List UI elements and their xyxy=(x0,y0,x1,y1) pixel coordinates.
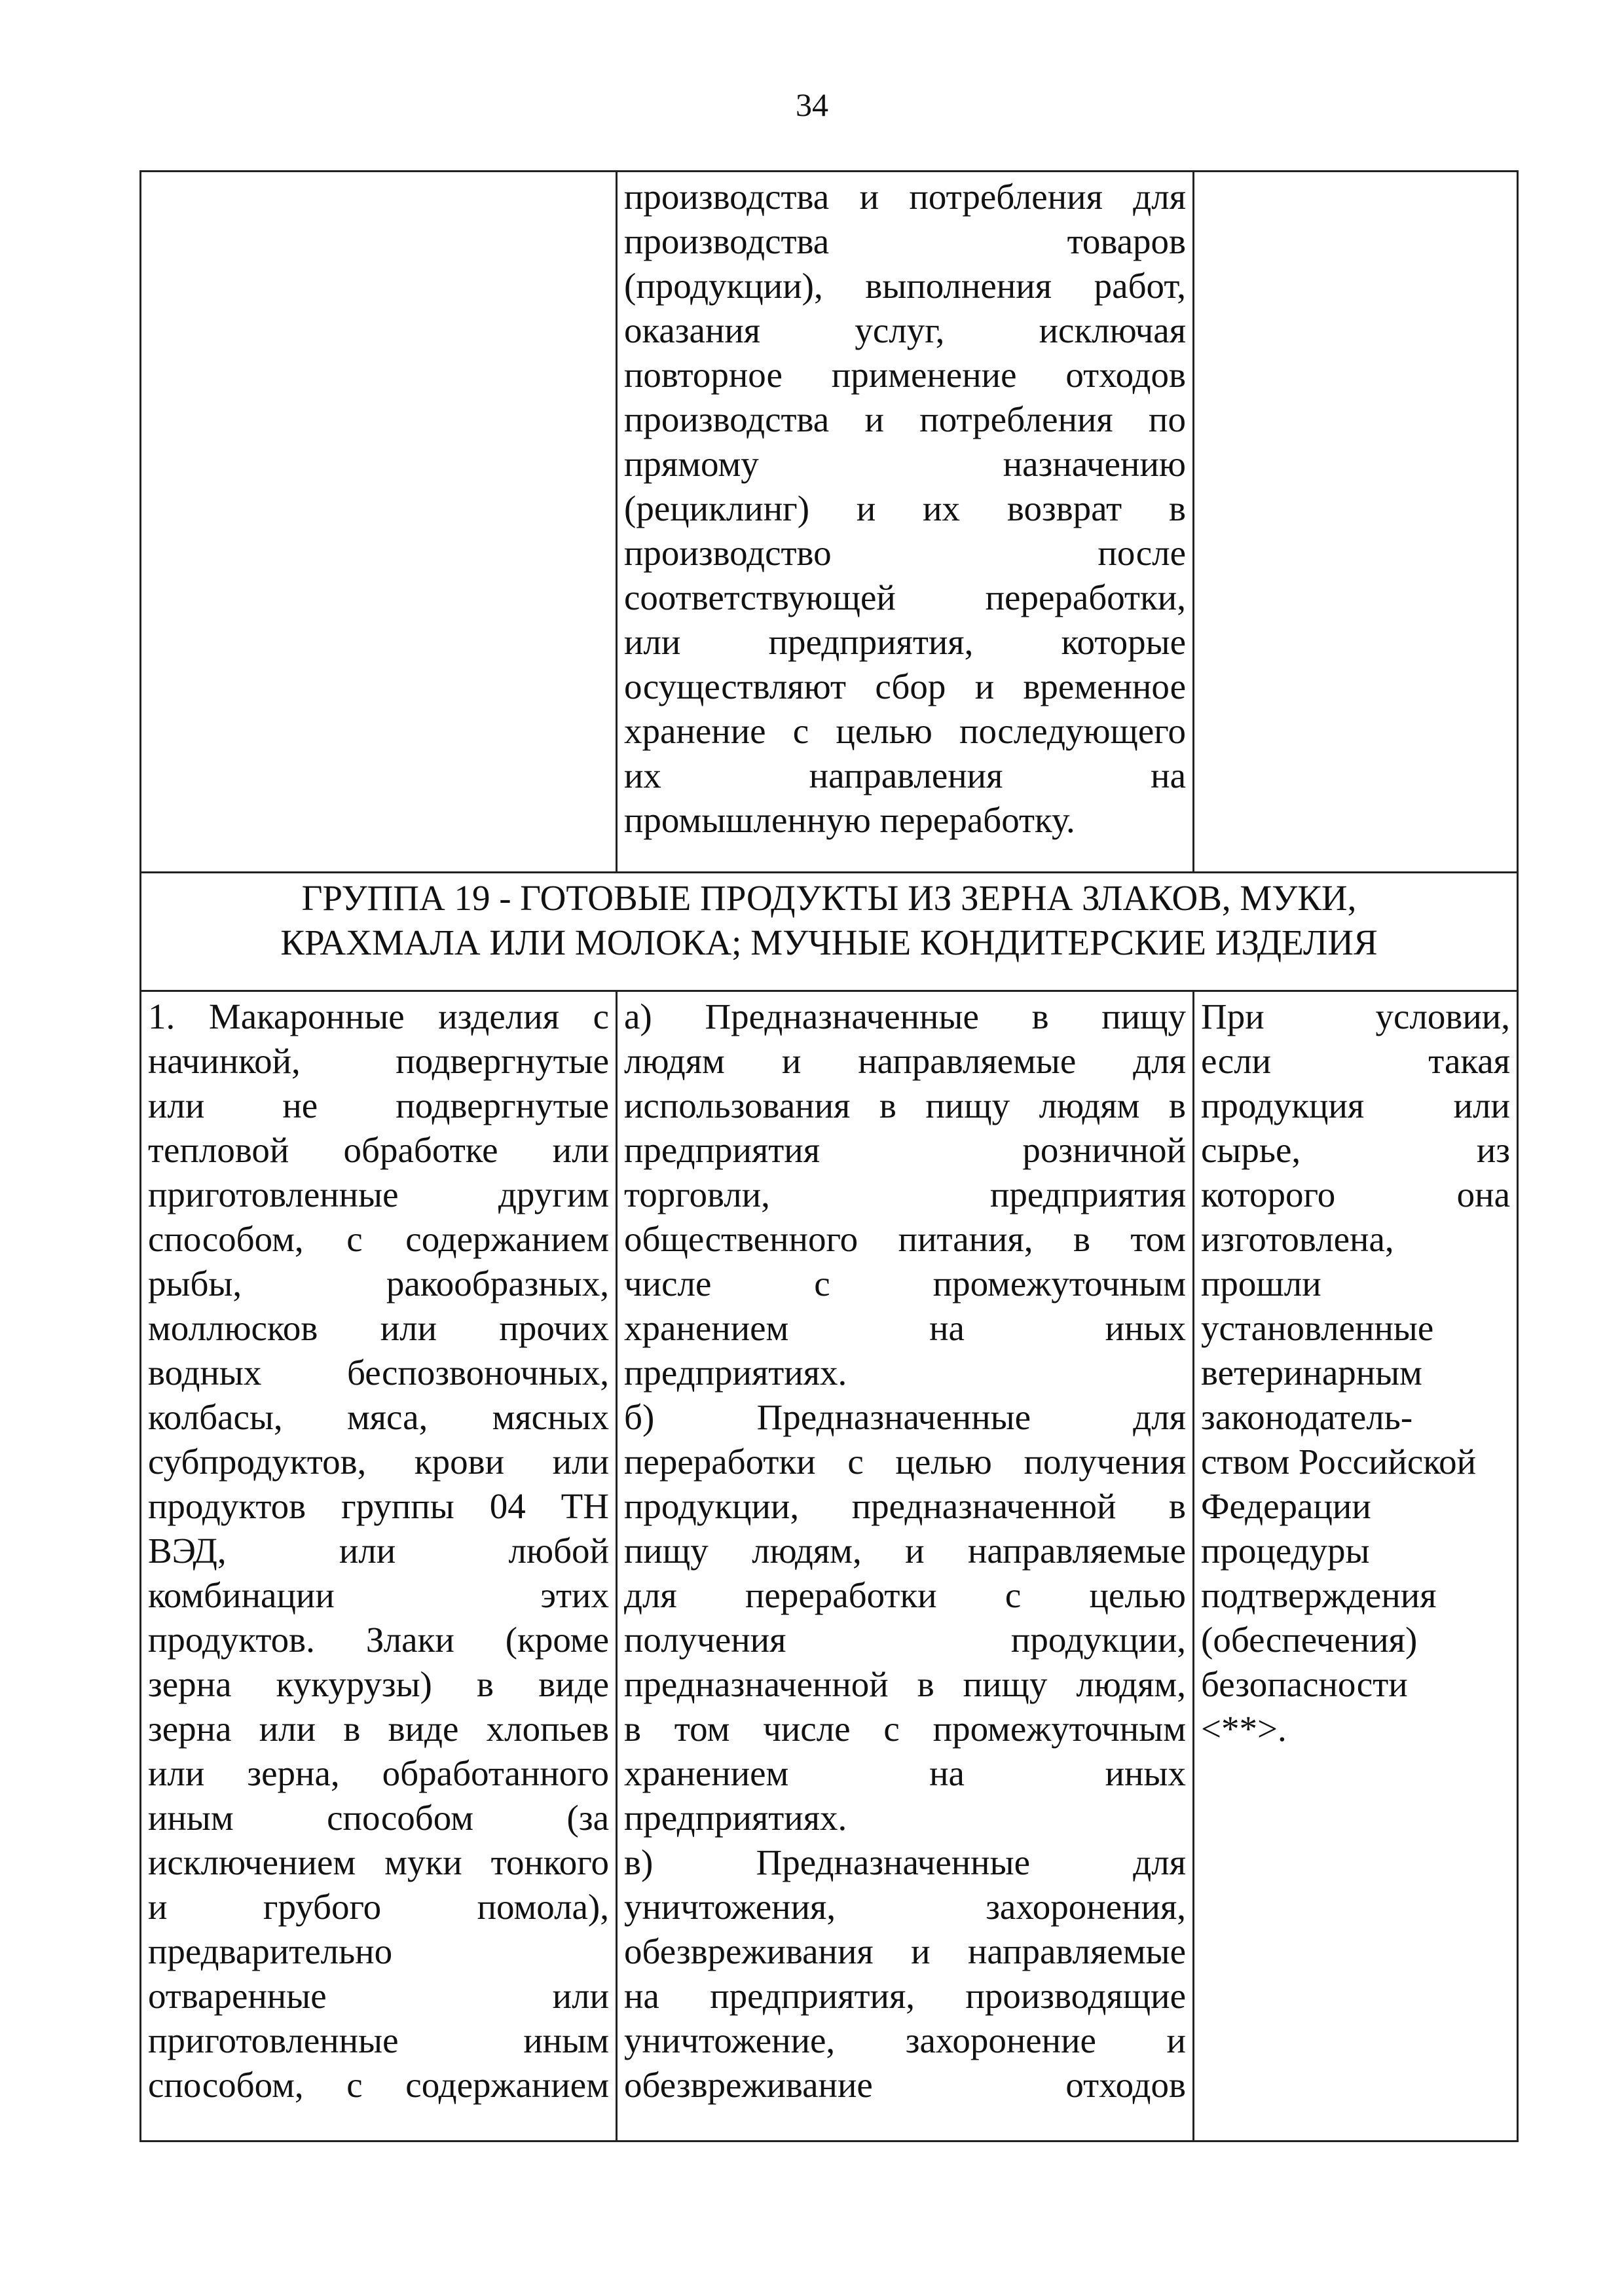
text-line: прямому назначению xyxy=(624,444,1186,484)
text-line: изготовлена, xyxy=(1201,1219,1394,1259)
text-line: торговли, предприятия xyxy=(624,1175,1186,1214)
text-line: пищу людям, и направляемые xyxy=(624,1531,1186,1571)
text-line: а) Предназначенные в пищу xyxy=(624,996,1186,1036)
text-line: способом, с содержанием xyxy=(148,1219,609,1259)
table-row xyxy=(141,991,1518,2141)
text-line: комбинации этих xyxy=(148,1575,609,1615)
text-line: или не подвергнутые xyxy=(148,1085,609,1125)
text-line: При условии, xyxy=(1201,996,1510,1036)
text-line: зерна или в виде хлопьев xyxy=(148,1709,609,1749)
text-line: предназначенной в пищу людям, xyxy=(624,1664,1186,1704)
group-heading-line-1: ГРУППА 19 - ГОТОВЫЕ ПРОДУКТЫ ИЗ ЗЕРНА ЗЛАКОВ, МУКИ, xyxy=(301,878,1357,918)
text-line: тепловой обработке или xyxy=(148,1130,609,1170)
text-line: хранением на иных xyxy=(624,1308,1186,1348)
text-line: подтверждения xyxy=(1201,1575,1437,1615)
text-line: на предприятия, производящие xyxy=(624,1976,1186,2016)
purpose-text xyxy=(624,994,1186,2107)
text-line: обезвреживания и направляемые xyxy=(624,1931,1186,1971)
text-line: обезвреживание отходов xyxy=(624,2065,1186,2105)
condition-text xyxy=(1201,994,1510,1751)
text-line: промышленную переработку. xyxy=(624,800,1075,840)
page-number: 34 xyxy=(796,86,828,123)
text-line: сырье, из xyxy=(1201,1130,1510,1170)
text-line: продуктов группы 04 ТН xyxy=(148,1486,609,1526)
text-line: их направления на xyxy=(624,756,1186,795)
regulation-table xyxy=(139,170,1519,2142)
table-row xyxy=(141,172,1518,873)
text-line: в том числе с промежуточным xyxy=(624,1709,1186,1749)
text-line: отваренные или xyxy=(148,1976,609,2016)
text-line: субпродуктов, крови или xyxy=(148,1442,609,1482)
text-line: людям и направляемые для xyxy=(624,1041,1186,1081)
text-line: прошли xyxy=(1201,1264,1321,1303)
text-line: ветеринарным xyxy=(1201,1353,1422,1393)
table-row-group-heading xyxy=(141,873,1518,991)
text-line: безопасности xyxy=(1201,1664,1408,1704)
text-line: производства товаров xyxy=(624,221,1186,261)
text-line: или зерна, обработанного xyxy=(148,1753,609,1793)
text-line: приготовленные иным xyxy=(148,2020,609,2060)
text-line: получения продукции, xyxy=(624,1620,1186,1660)
text-line: процедуры xyxy=(1201,1531,1370,1571)
text-line: Федерации xyxy=(1201,1486,1371,1526)
text-line: предварительно xyxy=(148,1931,393,1971)
group-heading xyxy=(141,873,1518,991)
text-line: 1. Макаронные изделия с xyxy=(148,996,609,1036)
text-line: предприятия розничной xyxy=(624,1130,1186,1170)
text-line: переработки с целью получения xyxy=(624,1442,1186,1482)
text-line: уничтожение, захоронение и xyxy=(624,2020,1186,2060)
text-line: способом, с содержанием xyxy=(148,2065,609,2105)
text-line: ством Российской xyxy=(1201,1442,1477,1482)
purpose-text xyxy=(624,175,1186,843)
cell-product-description xyxy=(141,991,617,2141)
text-line: и грубого помола), xyxy=(148,1887,609,1927)
cell-purpose-continued xyxy=(617,172,1194,873)
text-line: хранением на иных xyxy=(624,1753,1186,1793)
text-line: использования в пищу людям в xyxy=(624,1085,1186,1125)
text-line: предприятиях. xyxy=(624,1798,847,1838)
text-line: продукции, предназначенной в xyxy=(624,1486,1186,1526)
text-line: водных беспозвоночных, xyxy=(148,1353,609,1393)
text-line: общественного питания, в том xyxy=(624,1219,1186,1259)
text-line: приготовленные другим xyxy=(148,1175,609,1214)
cell-product-empty xyxy=(141,172,617,873)
text-line: ВЭД, или любой xyxy=(148,1531,609,1571)
text-line: колбасы, мяса, мясных xyxy=(148,1397,609,1437)
text-line: осуществляют сбор и временное xyxy=(624,666,1186,706)
text-line: (рециклинг) и их возврат в xyxy=(624,488,1186,528)
text-line: моллюсков или прочих xyxy=(148,1308,609,1348)
text-line: или предприятия, которые xyxy=(624,622,1186,662)
text-line: оказания услуг, исключая xyxy=(624,310,1186,350)
group-heading-line-2: КРАХМАЛА ИЛИ МОЛОКА; МУЧНЫЕ КОНДИТЕРСКИЕ ИЗДЕЛИЯ xyxy=(280,922,1378,962)
text-line: производство после xyxy=(624,533,1186,573)
text-line: в) Предназначенные для xyxy=(624,1842,1186,1882)
text-line: иным способом (за xyxy=(148,1798,609,1838)
text-line: производства и потребления для xyxy=(624,177,1186,217)
text-line: соответствующей переработки, xyxy=(624,577,1186,617)
text-line: начинкой, подвергнутые xyxy=(148,1041,609,1081)
text-line: хранение с целью последующего xyxy=(624,711,1186,751)
text-line: рыбы, ракообразных, xyxy=(148,1264,609,1303)
text-line: повторное применение отходов xyxy=(624,355,1186,395)
text-line: законодатель- xyxy=(1201,1397,1413,1437)
text-line: продуктов. Злаки (кроме xyxy=(148,1620,609,1660)
text-line: предприятиях. xyxy=(624,1353,847,1393)
text-line: для переработки с целью xyxy=(624,1575,1186,1615)
text-line: <**>. xyxy=(1201,1709,1287,1749)
text-line: производства и потребления по xyxy=(624,399,1186,439)
cell-purpose xyxy=(617,991,1194,2141)
text-line: продукция или xyxy=(1201,1085,1510,1125)
product-text xyxy=(148,994,609,2107)
text-line: установленные xyxy=(1201,1308,1434,1348)
text-line: которого она xyxy=(1201,1175,1510,1214)
text-line: (обеспечения) xyxy=(1201,1620,1418,1660)
text-line: числе с промежуточным xyxy=(624,1264,1186,1303)
text-line: (продукции), выполнения работ, xyxy=(624,266,1186,306)
cell-condition-empty xyxy=(1194,172,1518,873)
text-line: б) Предназначенные для xyxy=(624,1397,1186,1437)
cell-condition xyxy=(1194,991,1518,2141)
text-line: исключением муки тонкого xyxy=(148,1842,609,1882)
text-line: уничтожения, захоронения, xyxy=(624,1887,1186,1927)
text-line: зерна кукурузы) в виде xyxy=(148,1664,609,1704)
text-line: если такая xyxy=(1201,1041,1510,1081)
